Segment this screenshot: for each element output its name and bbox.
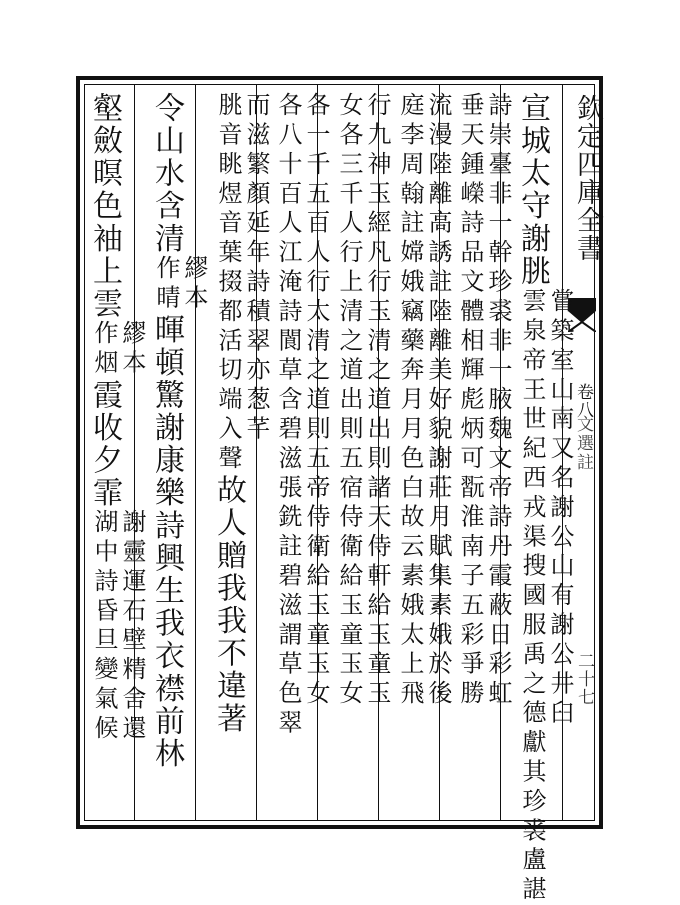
main-text: 宣城太守謝朓 [515,92,550,288]
commentary-note [214,92,270,474]
book-title: 欽定四庫全書 [572,94,603,262]
commentary-note [396,92,452,709]
commentary-note [274,92,330,739]
commentary-line: 作烟 [90,320,118,380]
commentary-note [90,320,146,379]
text-column [148,92,208,770]
commentary-note [518,288,574,905]
text-column [270,92,330,739]
commentary-line: 朓音眺煜音葉掇都活切端入聲 [214,92,242,475]
commentary-line: 各八十百人江淹詩閬草含碧滋張銑註碧滋謂草色翠 [274,92,302,739]
commentary-line: 而滋繁顏延年詩積翠亦葱芊 [242,92,270,445]
commentary-line: 流漫陸離高誘註陸離美好貌謝莊月賦集素娥於後 [424,92,452,710]
main-text: 令山水含清 [149,92,184,255]
text-column [86,92,146,745]
commentary-line: 各一千五百人行太清之道則五帝侍衛給玉童玉女 [302,92,330,710]
commentary-note [90,509,146,744]
page-number: 二十七 [574,652,594,706]
text-column [514,92,574,905]
commentary-line: 庭李周翰註嫦娥竊藥奔月月色白故云素娥太上飛 [396,92,424,710]
commentary-line: 垂天鍾嶸詩品文體相輝彪炳可翫淮南子五彩爭勝 [456,92,484,710]
commentary-line: 詩崇臺非一幹珍裘非一腋魏文帝詩丹霞蔽日彩虹 [484,92,512,710]
commentary-note [335,92,391,709]
commentary-note [152,255,208,314]
main-text: 霞收夕霏 [87,379,122,510]
commentary-line: 雲泉帝王世紀西戎渠搜國服禹之德獻其珍裘盧諶 [518,287,546,905]
volume-label: 卷八 [573,383,593,419]
commentary-line: 行九神玉經凡行玉清之道出則諸天侍軒給玉童玉 [363,92,391,710]
text-column [210,92,270,735]
commentary-line: 謝靈運石壁精舍還 [118,509,146,745]
text-column [452,92,512,709]
main-text: 暉頓驚謝康樂詩興生我衣襟前林 [149,313,184,771]
commentary-line: 繆本 [180,255,208,314]
text-column [331,92,391,709]
commentary-note [456,92,512,709]
commentary-line: 女各三千人行上清之道出則五宿侍衛給玉童玉女 [335,92,363,710]
commentary-line: 繆本 [118,320,146,380]
commentary-line: 嘗築室山南又名謝公山有謝公井臼 [546,287,574,729]
collection-title: 文選註 [573,415,593,472]
commentary-line: 湖中詩昏旦變氣候 [90,509,118,745]
main-text: 壑斂暝色袖上雲 [87,92,122,321]
main-text: 故人贈我我不違著 [211,474,246,736]
text-column [392,92,452,709]
commentary-line: 作晴 [152,255,180,314]
